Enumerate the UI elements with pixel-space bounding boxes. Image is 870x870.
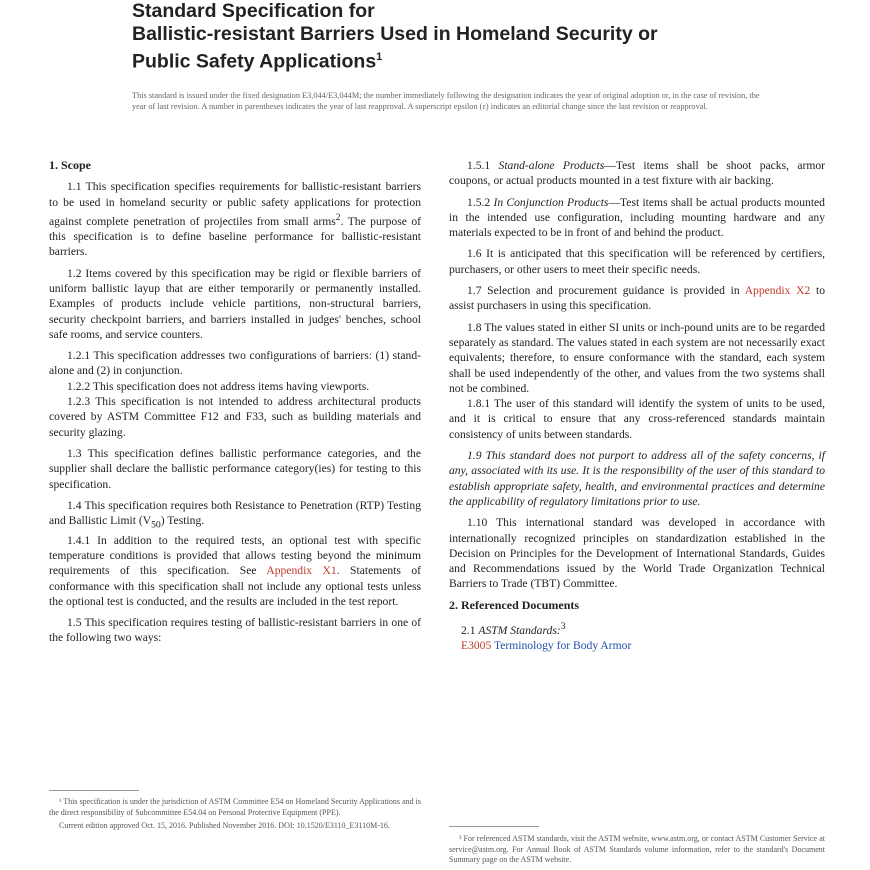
- paragraph-1-2-3: 1.2.3 This specification is not intended to address architectural products covered by ASTM Committee F12 and F33, such as building materials and security glazing.: [49, 395, 421, 439]
- paragraph-1-5-1-label: 1.5.1: [467, 159, 499, 172]
- paragraph-1-4-1-end: . Statements of conformance with this specification shall not include any optional tests unless the optional test is conducted, and the results are included in the test report.: [49, 564, 422, 608]
- section-heading-scope: 1. Scope: [49, 158, 91, 172]
- paragraph-1-4-end: ) Testing.: [160, 514, 205, 528]
- title-footnote-marker: 1: [376, 51, 383, 63]
- appendix-x1-link[interactable]: Appendix X1: [266, 564, 337, 578]
- v50-subscript: 50: [151, 519, 161, 531]
- paragraph-1-2-1: 1.2.1 This specification addresses two configurations of barriers: (1) stand-alone and (2) in conjunction.: [49, 349, 421, 378]
- footnote-divider-left: [49, 790, 139, 791]
- footnote-divider-right: [449, 826, 539, 827]
- paragraph-1-8: 1.8 The values stated in either SI units or inch-pound units are to be regarded separately as standard. The values stated in each system are not necessarily exact equivalents; therefore, to ensure conformance with the standard, each system shall be used independently of the other, and values from the two systems shall not be combined.: [449, 320, 825, 395]
- designation-notice: This standard is issued under the fixed designation E3,044/E3,044M; the number immediately following the designation indicates the year of original adoption or, in the case of revision, the year of last revision. A number in parentheses indicates the year of last reapproval. A superscript epsilon (ε) indicates an editorial change since the last revision or reapproval.: [132, 91, 760, 111]
- left-column: [49, 158, 421, 652]
- paragraph-1-7-end: to assist purchasers in using this specification.: [449, 284, 825, 313]
- title-line-2: Ballistic-resistant Barriers Used in Homeland Security or: [132, 23, 658, 45]
- title-line-1: Standard Specification for: [132, 0, 375, 22]
- paragraph-1-7-text: 1.7 Selection and procurement guidance is provided in: [467, 284, 745, 298]
- document-title: [132, 0, 772, 74]
- paragraph-1-4-1: [49, 533, 421, 609]
- paragraph-1-4-1-text: 1.4.1 In addition to the required tests, an optional test with specific temperature conditions is provided that allows testing beyond the minimum requirements of this specification. See: [49, 533, 421, 578]
- reference-title-link[interactable]: Terminology for Body Armor: [491, 639, 632, 653]
- paragraph-1-2-2: 1.2.2 This specification does not address items having viewports.: [67, 379, 370, 393]
- paragraph-1-5-2: [449, 195, 825, 241]
- paragraph-1-4-text: 1.4 This specification requires both Resistance to Penetration (RTP) Testing and Ballistic Limit (V: [49, 498, 421, 528]
- paragraph-1-8-1: 1.8.1 The user of this standard will identify the system of units to be used, and it is critical to ensure that any cross-referenced standards maintain consistency of units between standards.: [449, 397, 825, 441]
- paragraph-1-2: 1.2 Items covered by this specification may be rigid or flexible barriers of uniform ballistic layup that are either temporarily or permanently installed. Examples of products include vehicle partitions, non-structural barriers, security checkpoint barriers, and barriers installed in judges' benches, school safe rooms, and service counters.: [49, 266, 421, 341]
- astm-standards-label: ASTM Standards:: [478, 623, 561, 637]
- paragraph-1-9: 1.9 This standard does not purport to address all of the safety concerns, if any, associated with its use. It is the responsibility of the user of this standard to establish appropriate safety, health, and environmental practices and determine the applicability of regulatory limitations prior to use.: [449, 449, 825, 508]
- paragraph-1-3: 1.3 This specification defines ballistic performance categories, and the supplier shall declare the ballistic performance category(ies) for testing to this specification.: [49, 446, 421, 491]
- paragraph-1-10: 1.10 This international standard was developed in accordance with internationally recognized principles on standardization established in the Decision on Principles for the Development of International Standards, Guides and Recommendations issued by the World Trade Organization Technical Barriers to Trade (TBT) Committee.: [449, 516, 825, 591]
- footnote-1-edition: Current edition approved Oct. 15, 2016. Published November 2016. DOI: 10.1520/E3110_E3110M-16.: [59, 821, 390, 830]
- title-line-3: Public Safety Applications: [132, 50, 377, 73]
- footnote-marker-3: 3: [560, 621, 566, 633]
- section-heading-referenced-documents: 2. Referenced Documents: [449, 597, 580, 612]
- paragraph-1-1-end: . The purpose of this specification is to define baseline performance for ballistic-resistant barriers.: [49, 214, 421, 259]
- paragraph-2-1-label: 2.1: [461, 623, 479, 637]
- paragraph-1-5-2-text: —Test items shall be actual products mounted in the intended use configuration, including mounting hardware and any materials expected to be in front of and behind the product.: [449, 195, 825, 240]
- stand-alone-term: Stand-alone Products: [498, 159, 605, 172]
- paragraph-1-7: [449, 283, 825, 314]
- in-conjunction-term: In Conjunction Products: [493, 195, 609, 209]
- paragraph-1-5-1: [449, 158, 825, 189]
- footnote-3: ³ For referenced ASTM standards, visit the ASTM website, www.astm.org, or contact ASTM Customer Service at service@astm.org. For Annual Book of ASTM Standards volume information, refer to the standard's Document Summary page on the ASTM website.: [449, 834, 825, 864]
- footnote-marker-2: 2: [335, 211, 341, 223]
- paragraph-1-5-1-text: —Test items shall be shoot packs, armor coupons, or actual products mounted in a test fixture with air backing.: [449, 159, 825, 188]
- paragraph-1-1: [49, 179, 421, 259]
- appendix-x2-link[interactable]: Appendix X2: [744, 284, 811, 298]
- paragraph-1-5: 1.5 This specification requires testing of ballistic-resistant barriers in one of the following two ways:: [49, 616, 421, 645]
- paragraph-2-1: [449, 619, 825, 638]
- reference-e3005[interactable]: [449, 638, 825, 653]
- footnote-1: ¹ This specification is under the jurisdiction of ASTM Committee E54 on Homeland Security Applications and is the direct responsibility of Subcommittee E54.04 on Personal Protective Equipment (PPE).: [49, 797, 421, 817]
- footnotes-left: [49, 797, 421, 835]
- right-column: [449, 158, 825, 653]
- reference-code-link[interactable]: E3005: [461, 639, 492, 653]
- paragraph-1-4: [49, 498, 421, 533]
- paragraph-1-1-text: 1.1 This specification specifies requirements for ballistic-resistant barriers to be used in homeland security or public safety applications for protection against complete penetration of projectiles from small arms: [49, 180, 421, 228]
- paragraph-1-5-2-label: 1.5.2: [467, 195, 494, 209]
- paragraph-1-6: 1.6 It is anticipated that this specification will be referenced by certifiers, purchasers, or other users to meet their specific needs.: [449, 247, 825, 276]
- footnotes-right: [449, 834, 825, 869]
